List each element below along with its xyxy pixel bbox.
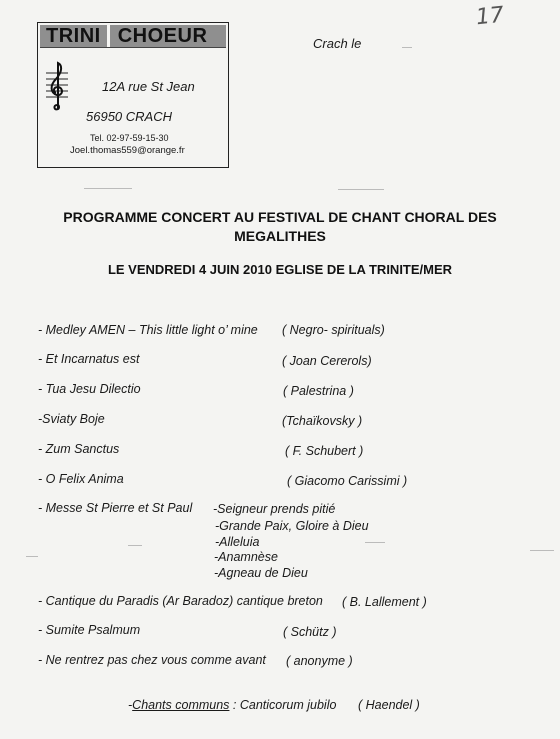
email-address: Joel.thomas559@orange.fr	[70, 145, 185, 156]
program-composer: ( Schütz )	[283, 625, 337, 639]
common-songs: -Chants communs : Canticorum jubilo	[128, 698, 337, 712]
common-songs-composer: ( Haendel )	[358, 698, 420, 712]
address-street: 12A rue St Jean	[102, 79, 195, 94]
phone-number: Tel. 02-97-59-15-30	[90, 133, 169, 143]
program-item: -Sviaty Boje	[38, 412, 105, 426]
program-item: - Ne rentrez pas chez vous comme avant	[38, 653, 266, 667]
program-composer: ( B. Lallement )	[342, 595, 427, 609]
scan-mark	[26, 556, 38, 557]
divider	[84, 188, 132, 189]
program-item: - Messe St Pierre et St Paul	[38, 501, 193, 515]
concert-title: PROGRAMME CONCERT AU FESTIVAL DE CHANT CHORAL DES MEGALITHES	[63, 209, 497, 244]
program-item: - Sumite Psalmum	[38, 623, 141, 637]
scan-mark	[530, 550, 554, 551]
program-composer: ( Negro- spirituals)	[282, 323, 385, 337]
program-item: - Tua Jesu Dilectio	[38, 382, 141, 396]
program-item: - Cantique du Paradis (Ar Baradoz) cantique breton	[38, 594, 323, 608]
logo-word-choeur: CHOEUR	[117, 24, 208, 47]
logo-separator	[107, 25, 110, 47]
mass-part: -Anamnèse	[214, 550, 278, 564]
common-songs-label: Chants communs	[132, 698, 230, 712]
logo-word-trini: TRINI	[46, 24, 101, 47]
common-songs-title: : Canticorum jubilo	[229, 698, 337, 712]
mass-part: -Agneau de Dieu	[214, 566, 308, 580]
program-composer: ( Giacomo Carissimi )	[287, 474, 408, 488]
program-composer: (Tchaïkovsky )	[282, 414, 363, 428]
program-item: - Et Incarnatus est	[38, 352, 140, 366]
program-item: - Zum Sanctus	[38, 442, 120, 456]
choir-logo	[40, 25, 226, 48]
treble-clef-icon	[44, 59, 70, 115]
program-item: - Medley AMEN – This little light o’ mine	[38, 323, 258, 337]
scan-mark	[365, 542, 385, 543]
concert-date-venue: LE VENDREDI 4 JUIN 2010 EGLISE DE LA TRINITE/MER	[107, 262, 453, 277]
mass-part: -Grande Paix, Gloire à Dieu	[215, 519, 369, 533]
mass-part: -Alleluia	[215, 535, 260, 549]
program-item: - O Felix Anima	[38, 472, 124, 486]
program-composer: ( Joan Cererols)	[282, 354, 372, 368]
program-composer: ( anonyme )	[286, 654, 353, 668]
program-composer: ( Palestrina )	[283, 384, 354, 398]
scan-mark	[128, 545, 142, 546]
place-date: Crach le	[313, 36, 362, 51]
letterhead	[37, 22, 229, 168]
divider	[338, 189, 384, 190]
page-number: 17	[474, 2, 506, 31]
mass-part: -Seigneur prends pitié	[213, 502, 336, 516]
program-composer: ( F. Schubert )	[285, 444, 364, 458]
scan-mark	[402, 47, 412, 48]
address-city: 56950 CRACH	[86, 109, 172, 124]
